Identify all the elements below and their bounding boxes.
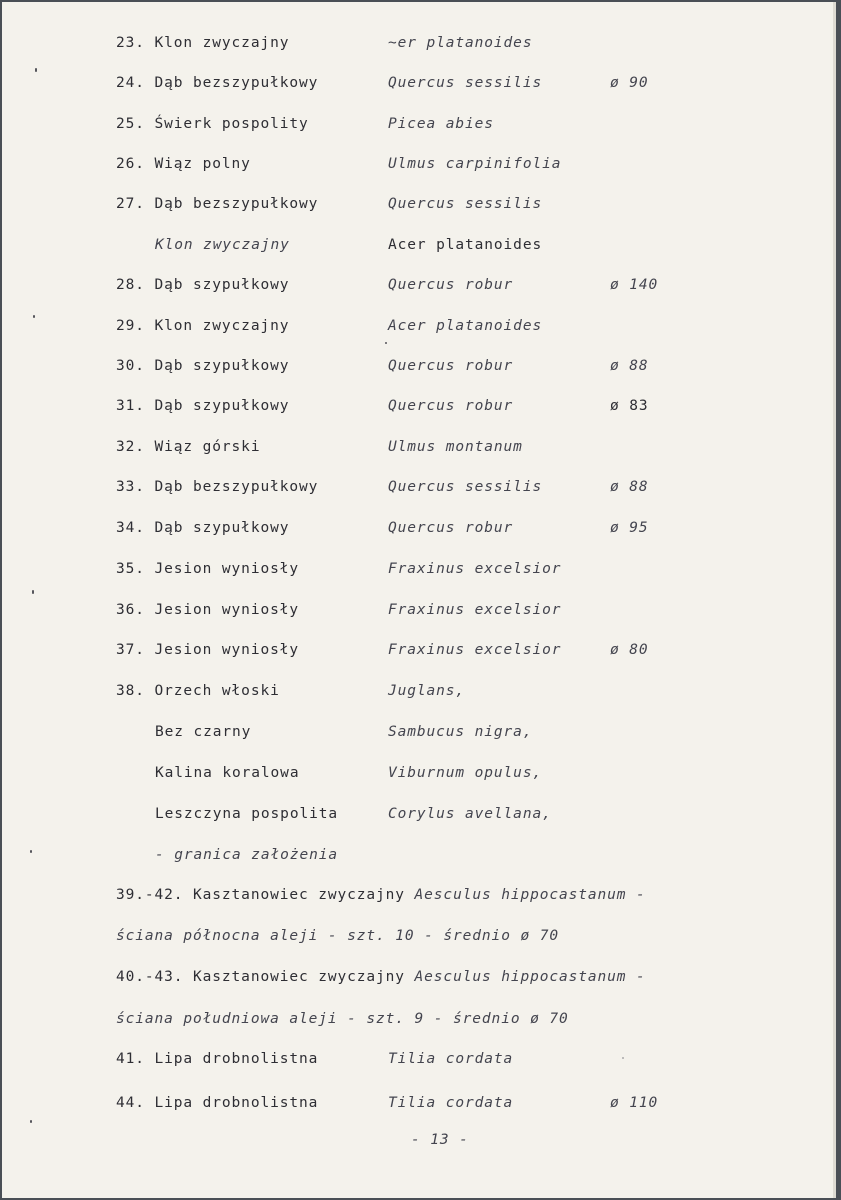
entry-28-latin-name: Quercus robur [388, 277, 514, 293]
entry-31-diameter: ø 83 [610, 398, 649, 414]
entry-27-polish-name: 27. Dąb bezszypułkowy [116, 196, 319, 212]
entry-25-polish-name: 25. Świerk pospolity [116, 116, 309, 132]
entry-37-latin-name: Fraxinus excelsior [388, 642, 562, 658]
scan-speck [622, 1057, 624, 1059]
entry-37-diameter: ø 80 [610, 642, 649, 658]
entry-34-diameter: ø 95 [610, 520, 649, 536]
scan-speck [30, 850, 32, 853]
entry-36-latin-name: Fraxinus excelsior [388, 602, 562, 618]
entry-35-polish-name: 35. Jesion wyniosły [116, 561, 299, 577]
entry-27-latin-name: Quercus sessilis [388, 196, 543, 212]
entry-38-sub2-latin-name: Viburnum opulus, [388, 765, 543, 781]
entry-33-polish-name: 33. Dąb bezszypułkowy [116, 479, 319, 495]
entry-40-43-latin-name: Aesculus hippocastanum - [414, 969, 646, 985]
entry-38-polish-name: 38. Orzech włoski [116, 683, 280, 699]
entry-39-42-main [116, 887, 646, 907]
entry-32-polish-name: 32. Wiąz górski [116, 439, 261, 455]
entry-29-polish-name: 29. Klon zwyczajny [116, 318, 290, 334]
entry-41-latin-name: Tilia cordata [388, 1051, 514, 1067]
entry-35-latin-name: Fraxinus excelsior [388, 561, 562, 577]
entry-27-sub-latin-name: Acer platanoides [388, 237, 543, 253]
entry-25-latin-name: Picea abies [388, 116, 494, 132]
entry-40-43-polish-name: 40.-43. Kasztanowiec zwyczajny [116, 969, 405, 985]
entry-39-42-latin-name: Aesculus hippocastanum - [414, 887, 646, 903]
entry-30-latin-name: Quercus robur [388, 358, 514, 374]
entry-24-polish-name: 24. Dąb bezszypułkowy [116, 75, 319, 91]
scan-speck [33, 315, 35, 318]
entry-27-sub-polish-name: Klon zwyczajny [155, 237, 290, 253]
entry-37-polish-name: 37. Jesion wyniosły [116, 642, 299, 658]
document-page [2, 2, 836, 1198]
entry-39-42-polish-name: 39.-42. Kasztanowiec zwyczajny [116, 887, 405, 903]
entry-24-latin-name: Quercus sessilis [388, 75, 543, 91]
entry-29-latin-name: Acer platanoides [388, 318, 543, 334]
entry-30-polish-name: 30. Dąb szypułkowy [116, 358, 290, 374]
scan-speck [32, 590, 34, 594]
entry-26-polish-name: 26. Wiąz polny [116, 156, 251, 172]
boundary-note: - granica założenia [155, 847, 338, 863]
entry-40-43-main [116, 969, 646, 989]
entry-38-sub1-latin-name: Sambucus nigra, [388, 724, 533, 740]
entry-38-sub3-polish-name: Leszczyna pospolita [155, 806, 338, 822]
entry-44-polish-name: 44. Lipa drobnolistna [116, 1095, 319, 1111]
entry-28-polish-name: 28. Dąb szypułkowy [116, 277, 290, 293]
entry-23-latin-name: ~er platanoides [388, 35, 533, 51]
entry-36-polish-name: 36. Jesion wyniosły [116, 602, 299, 618]
entry-32-latin-name: Ulmus montanum [388, 439, 523, 455]
entry-38-sub2-polish-name: Kalina koralowa [155, 765, 300, 781]
scan-speck [385, 342, 387, 344]
page-number: - 13 - [411, 1132, 469, 1148]
entry-40-43-note: ściana południowa aleji - szt. 9 - średnio ø 70 [116, 1011, 569, 1027]
entry-26-latin-name: Ulmus carpinifolia [388, 156, 562, 172]
entry-38-sub3-latin-name: Corylus avellana, [388, 806, 552, 822]
scan-speck [30, 1120, 32, 1123]
entry-38-latin-name: Juglans, [388, 683, 466, 699]
entry-23-polish-name: 23. Klon zwyczajny [116, 35, 290, 51]
entry-31-polish-name: 31. Dąb szypułkowy [116, 398, 290, 414]
entry-34-polish-name: 34. Dąb szypułkowy [116, 520, 290, 536]
entry-44-latin-name: Tilia cordata [388, 1095, 514, 1111]
entry-39-42-note: ściana północna aleji - szt. 10 - średnio ø 70 [116, 928, 559, 944]
entry-44-diameter: ø 110 [610, 1095, 659, 1111]
entry-33-latin-name: Quercus sessilis [388, 479, 543, 495]
entry-38-sub1-polish-name: Bez czarny [155, 724, 252, 740]
entry-41-polish-name: 41. Lipa drobnolistna [116, 1051, 319, 1067]
entry-31-latin-name: Quercus robur [388, 398, 514, 414]
scan-speck [35, 68, 37, 72]
entry-28-diameter: ø 140 [610, 277, 659, 293]
entry-33-diameter: ø 88 [610, 479, 649, 495]
entry-24-diameter: ø 90 [610, 75, 649, 91]
entry-30-diameter: ø 88 [610, 358, 649, 374]
entry-34-latin-name: Quercus robur [388, 520, 514, 536]
